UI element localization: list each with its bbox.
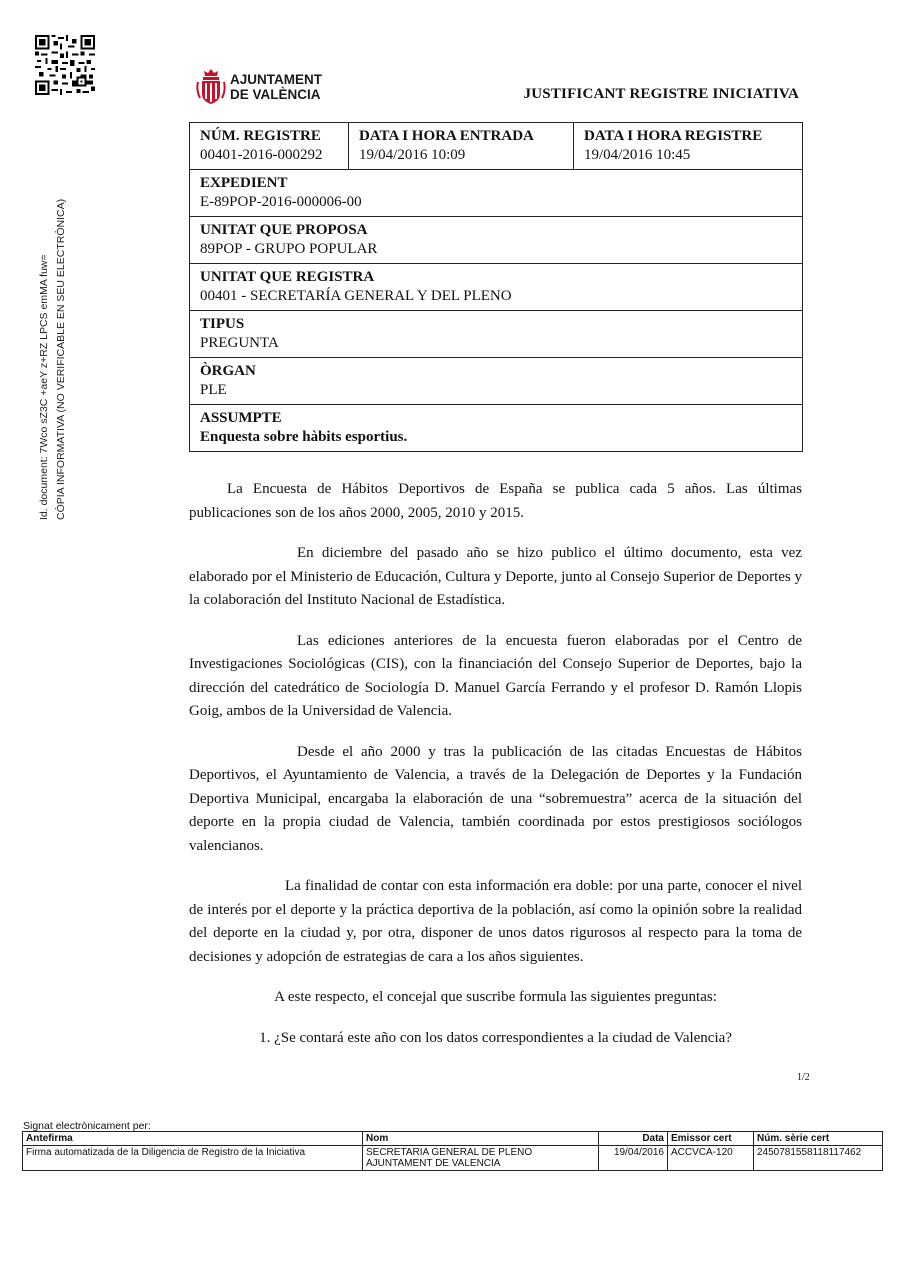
registry-row-expedient xyxy=(190,170,803,217)
header-emissor: Emissor cert xyxy=(668,1132,754,1146)
assumpte-value: Enquesta sobre hàbits esportius. xyxy=(200,429,408,445)
data-entrada-value: 19/04/2016 10:09 xyxy=(359,147,466,163)
registry-row-unitat-proposa xyxy=(190,217,803,264)
paragraph-3: Las ediciones anteriores de la encuesta fueron elaboradas por el Centro de Investigaciones Sociológicas (CIS), con la financiación del Consejo Superior de Deportes, bajo la dirección del catedrático de Sociología D. Manuel García Ferrando y el profesor D. Ramón Llopis Goig, ambos de la Universidad de Valencia. xyxy=(189,632,802,719)
qr-code xyxy=(35,35,95,95)
registry-table xyxy=(189,122,803,452)
organ-label: ÒRGAN xyxy=(200,363,256,379)
num-registre-label: NÚM. REGISTRE xyxy=(200,128,321,144)
cell-data: 19/04/2016 xyxy=(599,1146,668,1171)
registry-row-tipus xyxy=(190,311,803,358)
ajuntament-logo xyxy=(196,68,322,106)
paragraph-2: En diciembre del pasado año se hizo publico el último documento, esta vez elaborado por el Ministerio de Educación, Cultura y Deporte, junto al Consejo Superior de Deportes y la colaboración del Instituto Nacional de Estadística. xyxy=(189,545,802,608)
signature-header-row xyxy=(23,1132,883,1146)
organ-value: PLE xyxy=(200,382,227,398)
document-id-line: Id. document: 7Wco sZ3C +aeY z+RZ LPCS emMA fuw= xyxy=(38,254,50,520)
tipus-value: PREGUNTA xyxy=(200,335,279,351)
unitat-registra-cell xyxy=(190,264,803,311)
data-registre-label: DATA I HORA REGISTRE xyxy=(584,128,763,144)
questions-list xyxy=(189,1027,802,1051)
registry-row-unitat-registra xyxy=(190,264,803,311)
paragraph-1: La Encuesta de Hábitos Deportivos de España se publica cada 5 años. Las últimas publicaciones son de los años 2000, 2005, 2010 y 2015. xyxy=(189,481,802,521)
registry-row-assumpte xyxy=(190,405,803,452)
question-1: 1. ¿Se contará este año con los datos correspondientes a la ciudad de Valencia? xyxy=(259,1029,732,1046)
city-emblem-icon xyxy=(196,68,226,106)
signature-row xyxy=(23,1146,883,1171)
signature-table xyxy=(22,1131,883,1171)
unitat-proposa-label: UNITAT QUE PROPOSA xyxy=(200,222,368,238)
header-nom: Nom xyxy=(363,1132,599,1146)
data-entrada-cell xyxy=(349,123,574,170)
organ-cell xyxy=(190,358,803,405)
side-document-id xyxy=(36,199,70,520)
cell-serie: 2450781558118117462 xyxy=(754,1146,883,1171)
logo-line-2: DE VALÈNCIA xyxy=(230,87,321,102)
data-registre-cell xyxy=(574,123,803,170)
cell-nom xyxy=(363,1146,599,1171)
assumpte-cell xyxy=(190,405,803,452)
document-body xyxy=(189,478,802,1050)
nom-line-2: AJUNTAMENT DE VALENCIA xyxy=(366,1158,501,1169)
tipus-label: TIPUS xyxy=(200,316,245,332)
informative-copy-line: CÒPIA INFORMATIVA (NO VERIFICABLE EN SEU ELECTRÒNICA) xyxy=(55,198,67,520)
logo-line-1: AJUNTAMENT xyxy=(230,72,322,87)
assumpte-label: ASSUMPTE xyxy=(200,410,282,426)
page-number: 1/2 xyxy=(797,1072,810,1083)
header-antefirma: Antefirma xyxy=(23,1132,363,1146)
signature-label: Signat electrònicament per: xyxy=(23,1120,151,1132)
cell-emissor: ACCVCA-120 xyxy=(668,1146,754,1171)
header-serie: Núm. sèrie cert xyxy=(754,1132,883,1146)
logo-text xyxy=(230,72,322,102)
num-registre-cell xyxy=(190,123,349,170)
document-title: JUSTIFICANT REGISTRE INICIATIVA xyxy=(523,86,799,102)
tipus-cell xyxy=(190,311,803,358)
registry-row-top xyxy=(190,123,803,170)
expedient-value: E-89POP-2016-000006-00 xyxy=(200,194,362,210)
num-registre-value: 00401-2016-000292 xyxy=(200,147,323,163)
paragraph-4: Desde el año 2000 y tras la publicación de las citadas Encuestas de Hábitos Deportivos, el Ayuntamiento de Valencia, a través de la Delegación de Deportes y la Fundación Deportiva Municipal, encargaba la elaboración de una “sobremuestra” acerca de la situación del deporte en la propia ciudad de Valencia, también coordinada por estos prestigiosos sociólogos valencianos. xyxy=(189,743,802,854)
data-entrada-label: DATA I HORA ENTRADA xyxy=(359,128,534,144)
expedient-label: EXPEDIENT xyxy=(200,175,288,191)
data-registre-value: 19/04/2016 10:45 xyxy=(584,147,691,163)
cell-antefirma: Firma automatizada de la Diligencia de Registro de la Iniciativa xyxy=(23,1146,363,1171)
nom-line-1: SECRETARIA GENERAL DE PLENO xyxy=(366,1147,533,1158)
paragraph-5: La finalidad de contar con esta información era doble: por una parte, conocer el nivel de interés por el deporte y la práctica deportiva de la población, así como la opinión sobre la realidad del deporte en la ciudad y, por otra, disponer de unos datos rigurosos al respecto para la toma de decisiones y adopción de estrategias de cara a los años siguientes. xyxy=(189,878,802,965)
unitat-registra-value: 00401 - SECRETARÍA GENERAL Y DEL PLENO xyxy=(200,288,512,304)
paragraph-6: A este respecto, el concejal que suscribe formula las siguientes preguntas: xyxy=(274,989,717,1005)
unitat-proposa-value: 89POP - GRUPO POPULAR xyxy=(200,241,378,257)
registry-row-organ xyxy=(190,358,803,405)
expedient-cell xyxy=(190,170,803,217)
unitat-registra-label: UNITAT QUE REGISTRA xyxy=(200,269,375,285)
unitat-proposa-cell xyxy=(190,217,803,264)
header-data: Data xyxy=(599,1132,668,1146)
